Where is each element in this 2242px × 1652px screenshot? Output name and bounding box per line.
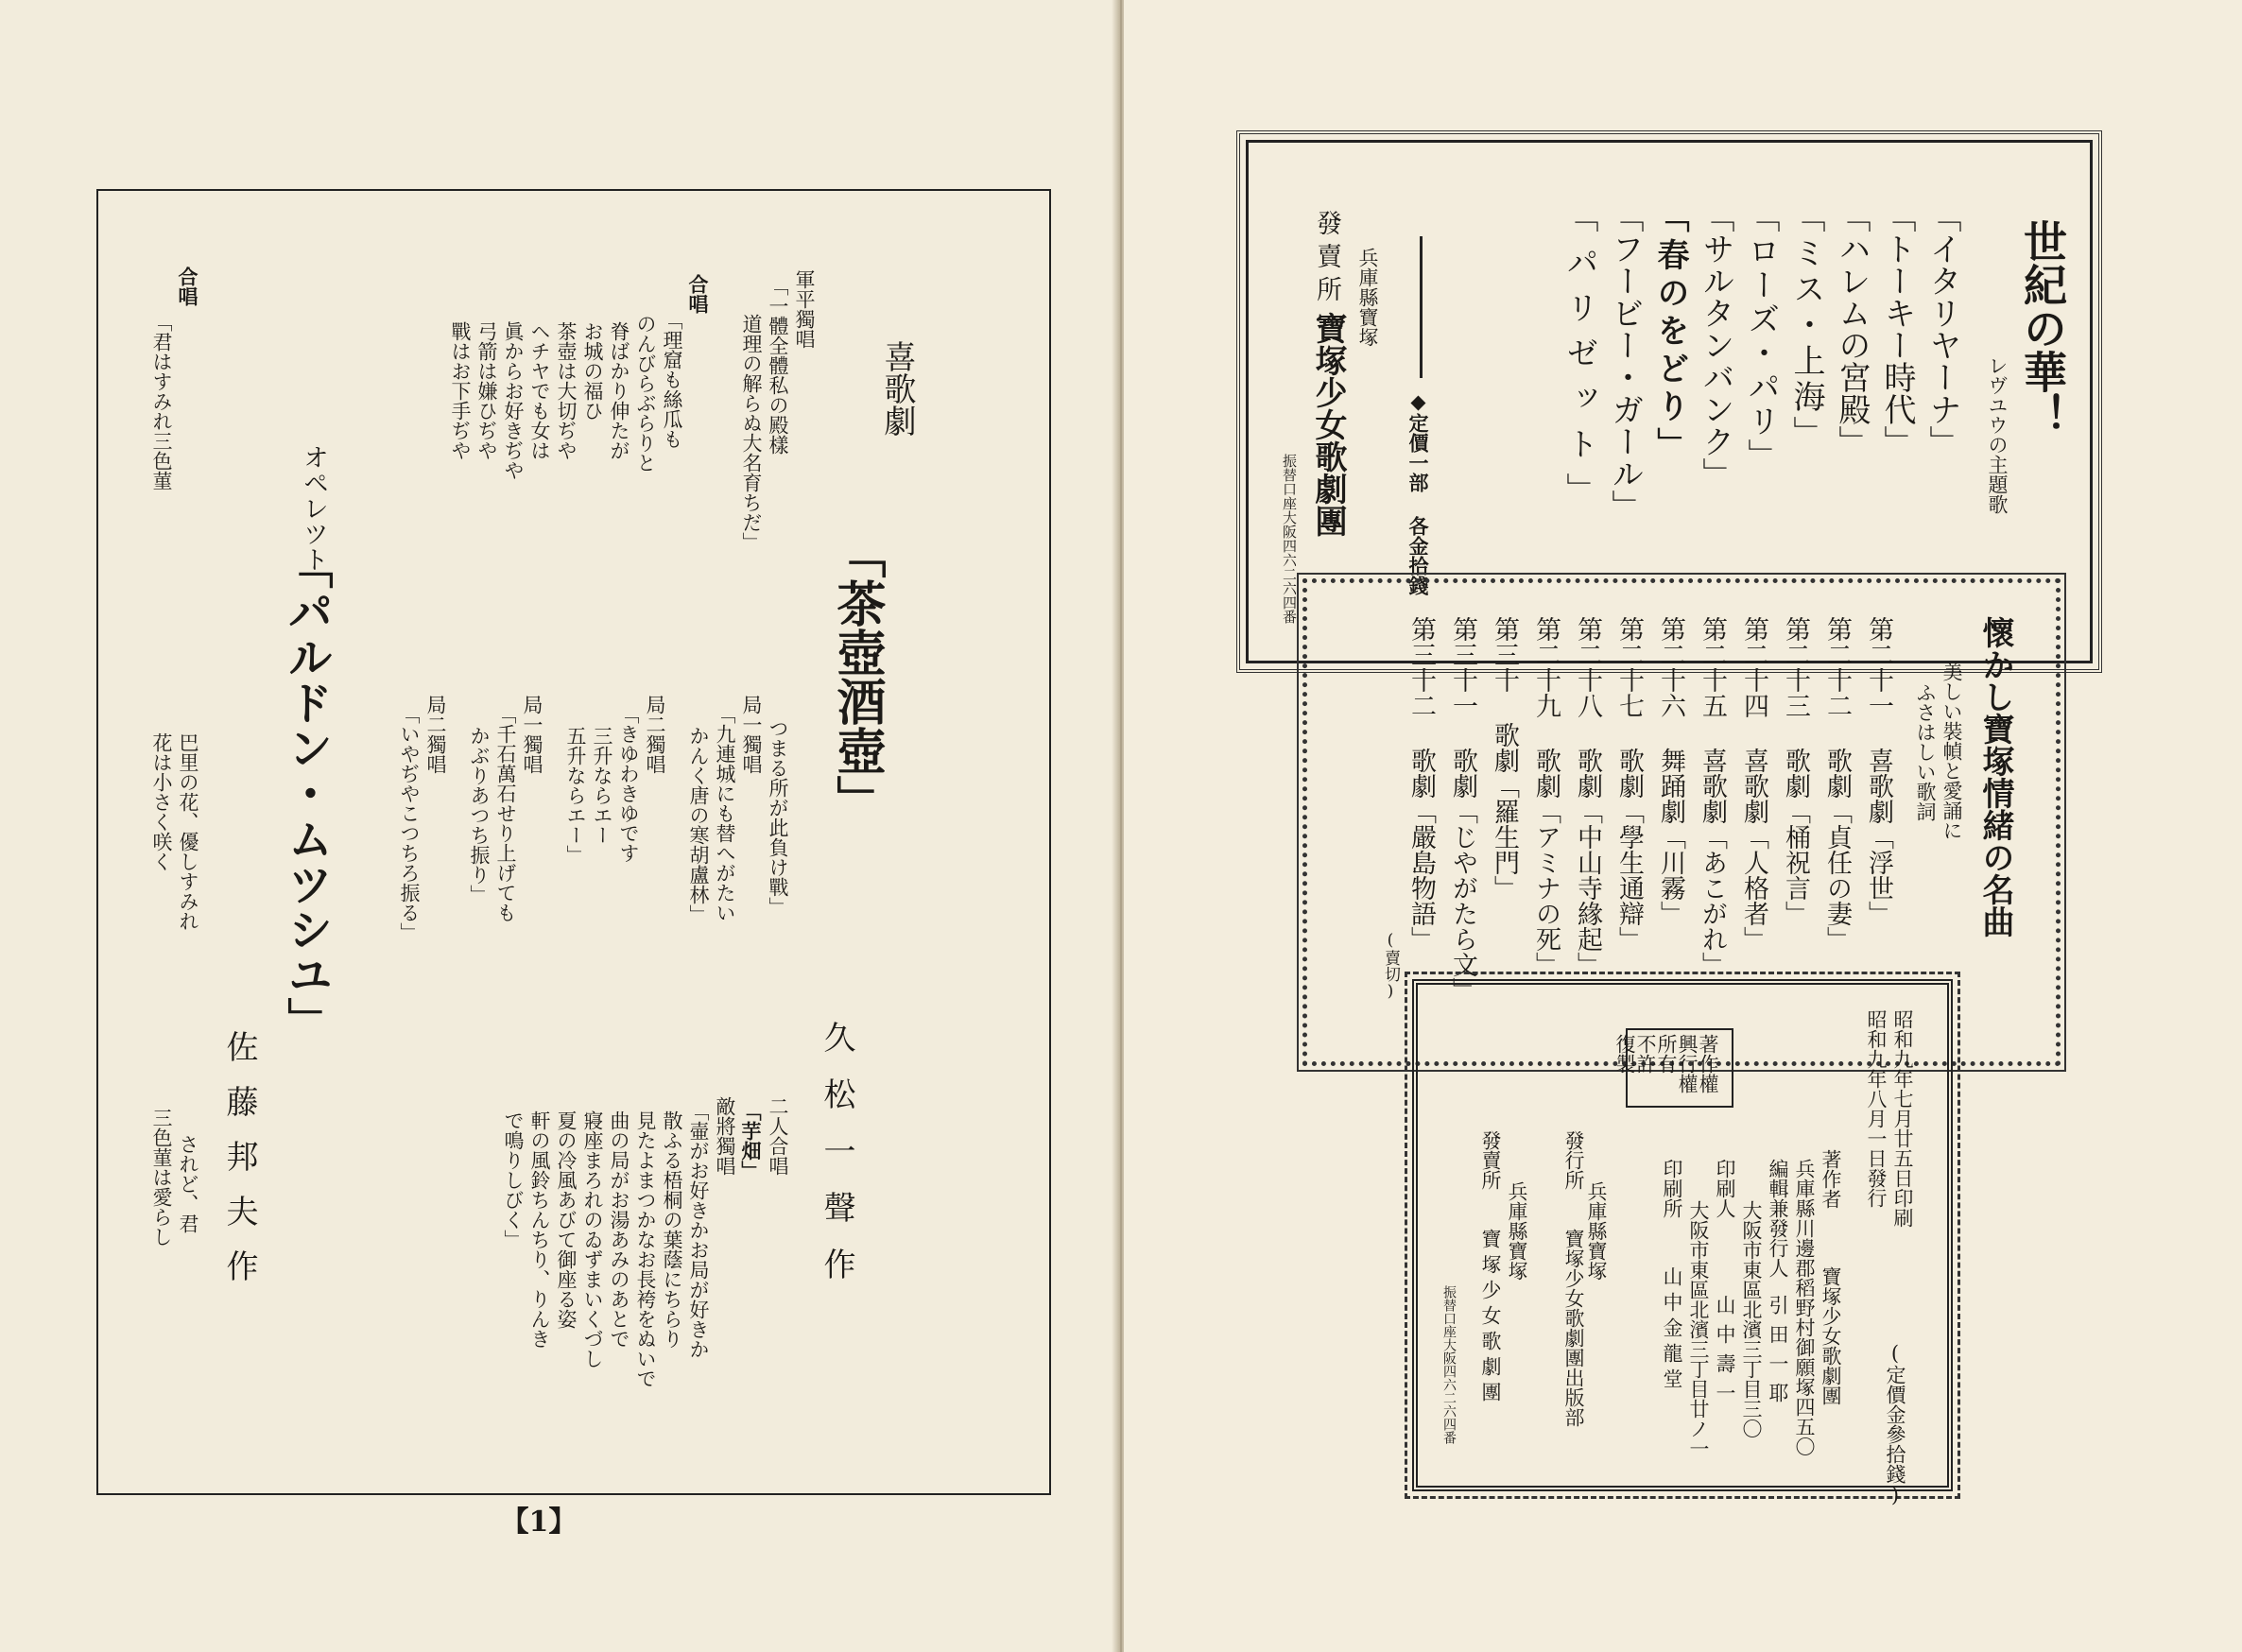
kigeki-line: 「いやぢやこつちろ振る」 [398, 704, 421, 942]
copyright-line: 復製 [1613, 1034, 1636, 1074]
duet-line: 夏の冷風あびて御座る姿 [555, 1110, 578, 1329]
operetta-author: 佐藤邦夫作 [220, 1030, 258, 1304]
kigeki-line: かんく唐の寒胡盧林」 [687, 726, 710, 924]
kigeki-line: 眞からお好きぢや [502, 321, 525, 480]
printer-address: 大阪市東區北濱三丁目三〇 [1740, 1200, 1763, 1438]
ad2-item: 第二十九 歌劇「アミナの死」 [1531, 616, 1561, 977]
ad2-item: 第二十四 喜歌劇「人格者」 [1739, 616, 1768, 952]
duet-line: で鳴りしびく」 [502, 1110, 525, 1249]
copyright-line: 不許 [1634, 1034, 1657, 1074]
colophon-price: (定價金參拾錢) [1884, 1342, 1906, 1506]
press-address: 大阪市東區北濱三丁目廿ノ一 [1687, 1200, 1710, 1458]
copyright-line: 著作權 [1697, 1034, 1719, 1093]
duet-line: 軒の風鈴ちんちり、りんき [528, 1110, 551, 1349]
kigeki-line: 茶壺は大切ぢや [555, 321, 578, 460]
colophon-account: 振替口座大阪四六二六四番 [1441, 1285, 1457, 1444]
ad2-item: 第三十一 歌劇「じやがたら文」 [1448, 616, 1477, 1003]
operetta-line: 「君はすみれ三色菫 [150, 312, 173, 490]
ad1-account: 振替口座大阪四六二六四番 [1281, 454, 1298, 624]
duet-line: 見たよまつかなお長袴をぬいで [634, 1110, 657, 1388]
editor-address: 兵庫縣川邊郡稻野村御願塚四五〇 [1793, 1159, 1816, 1456]
publisher-value: 寶塚少女歌劇團出版部 [1562, 1229, 1585, 1427]
kigeki-line: 「千石萬石せり上げても [494, 704, 517, 922]
author-value: 寶塚少女歌劇團 [1819, 1266, 1842, 1405]
ad1-song: 「ハレムの宮殿」 [1833, 200, 1871, 457]
kigeki-line: 弓箭は嫌ひぢや [475, 321, 498, 460]
ad1-subtitle: レヴユウの主題歌 [1986, 355, 2009, 514]
kigeki-line: ヘチヤでも女は [528, 321, 551, 460]
duet-line: 「壷がお好きかお局が好きか [687, 1101, 710, 1359]
ad2-item: 第二十三 歌劇「桶祝言」 [1781, 616, 1810, 926]
ad2-item: 第三十 歌劇「羅生門」 [1490, 616, 1519, 901]
kigeki-line: 道理の解らぬ大名育ちだ」 [740, 314, 763, 552]
ad2-item: 第二十六 舞踊劇「川霧」 [1656, 616, 1685, 926]
operetta-line: されど、君 [177, 1134, 199, 1233]
kigeki-author: 久松一聲作 [818, 1021, 855, 1304]
ad2-sub2: ふさはしい歌詞 [1914, 682, 1937, 821]
ad1-song: 「フービー・ガール」 [1606, 200, 1644, 522]
duet-line: 「芋畑」 [739, 1101, 763, 1180]
kigeki-line: 「九連城にも替へがたい [714, 704, 736, 922]
ad2-item: 第二十二 歌劇「貞任の妻」 [1822, 616, 1852, 952]
ad1-song: 「パリゼット」 [1561, 200, 1598, 518]
editor-value: 引田一耶 [1767, 1295, 1789, 1412]
operetta-genre: オペレツト [299, 444, 328, 572]
press-value: 山中金龍堂 [1661, 1266, 1683, 1394]
copyright-line: 所有 [1655, 1034, 1678, 1074]
kigeki-line: 軍平獨唱 [793, 269, 816, 349]
copyright-line: 興行權 [1676, 1034, 1699, 1093]
ad1-seller: 寶塚少女歌劇團 [1309, 312, 1347, 537]
publisher-label: 發行所 [1562, 1130, 1585, 1190]
ad1-title: 世紀の華！ [2017, 219, 2068, 437]
ad1-song: 「サルタンバンク」 [1697, 200, 1734, 490]
kigeki-line: 三升ならエー [591, 726, 613, 845]
kigeki-line: 五升ならエー」 [564, 726, 587, 865]
left-page [0, 0, 1118, 1652]
ad1-song: 「春のをどり」 [1651, 200, 1689, 465]
ad1-song: 「イタリヤーナ」 [1923, 200, 1961, 457]
ad2-item: 第二十八 歌劇「中山寺緣起」 [1573, 616, 1602, 977]
ad2-item: 第二十五 喜歌劇「あこがれ」 [1698, 616, 1727, 977]
kigeki-line: かぶりあつち振り」 [468, 726, 491, 904]
press-label: 印刷所 [1661, 1159, 1683, 1218]
ad2-item: 第三十二 歌劇「嚴島物語」 [1406, 616, 1436, 952]
kigeki-line: 「理窟も絲瓜も [661, 310, 683, 449]
operetta-line: 三色菫は愛らし [150, 1108, 173, 1247]
seller-value: 寶塚少女歌劇團 [1479, 1229, 1502, 1407]
duet-line: 敵將獨唱 [714, 1096, 736, 1176]
ad1-song: 「トーキー時代」 [1878, 200, 1916, 457]
kigeki-line: のんびらぶらりと [634, 314, 657, 473]
ad2-item: 第二十一 喜歌劇「浮世」 [1864, 616, 1893, 926]
editor-label: 編輯兼發行人 [1767, 1159, 1789, 1278]
operetta-line: 花は小さく咲く [150, 732, 173, 871]
duet-line: 散ふる梧桐の葉蔭にちらり [661, 1110, 683, 1349]
printer-label: 印刷人 [1714, 1159, 1736, 1218]
kigeki-line: 局一獨唱 [521, 695, 543, 774]
kigeki-line: 局二獨唱 [644, 695, 666, 774]
publisher-pref: 兵庫縣寶塚 [1585, 1181, 1608, 1281]
kigeki-line: 「きゆわきゆです [617, 704, 640, 863]
ad1-divider [1420, 236, 1423, 378]
kigeki-line: 合唱 [686, 274, 710, 314]
kigeki-line: 「一體全體私の殿樣 [767, 276, 789, 455]
ad1-song: 「ミス・上海」 [1787, 200, 1825, 452]
ad2-sub1: 美しい裝幀と愛誦に [1940, 662, 1963, 840]
kigeki-genre: 喜歌劇 [878, 340, 916, 437]
ad1-price: ◆定價一部 各金拾錢 [1406, 389, 1430, 595]
ad1-seller-label: 發賣所 [1312, 210, 1341, 309]
kigeki-line: 戰はお下手ぢや [449, 321, 472, 460]
seller-label: 發賣所 [1479, 1130, 1502, 1190]
colophon-issued: 昭和九年八月一日發行 [1865, 1009, 1888, 1208]
duet-line: 二人合唱 [767, 1096, 789, 1176]
page-number: 【1】 [500, 1506, 578, 1539]
operetta-title: 「パルドン・ムツシユ」 [280, 543, 333, 1042]
ad2-title: 懷かし寶塚情緒の名曲 [1976, 616, 2014, 938]
kigeki-line: 局二獨唱 [424, 695, 447, 774]
operetta-line: 巴里の花、優しすみれ [177, 732, 199, 931]
kigeki-line: 局一獨唱 [740, 695, 763, 774]
kigeki-title: 「茶壺酒壺」 [828, 529, 886, 824]
ad2-item: 第二十七 歌劇「學生通辯」 [1614, 616, 1644, 952]
kigeki-line: つまる所が此負け戰」 [767, 718, 789, 917]
ad2-soldout-note: (賣切) [1381, 931, 1400, 1001]
ad1-pref: 兵庫縣寶塚 [1356, 248, 1379, 347]
printer-value: 山中壽一 [1714, 1295, 1736, 1412]
duet-line: 寢座まろれのゐずまいくづし [581, 1110, 604, 1368]
colophon-printed: 昭和九年七月廿五日印刷 [1891, 1009, 1914, 1228]
kigeki-line: 脊ばかり伸たが [608, 321, 630, 460]
seller-pref: 兵庫縣寶塚 [1506, 1181, 1528, 1281]
ad1-song: 「ローズ・パリ」 [1742, 200, 1780, 473]
author-label: 著作者 [1819, 1149, 1842, 1209]
operetta-line: 合唱 [176, 267, 199, 306]
kigeki-line: お城の福ひ [581, 321, 604, 421]
duet-line: 曲の局がお湯あみのあとで [608, 1110, 630, 1349]
